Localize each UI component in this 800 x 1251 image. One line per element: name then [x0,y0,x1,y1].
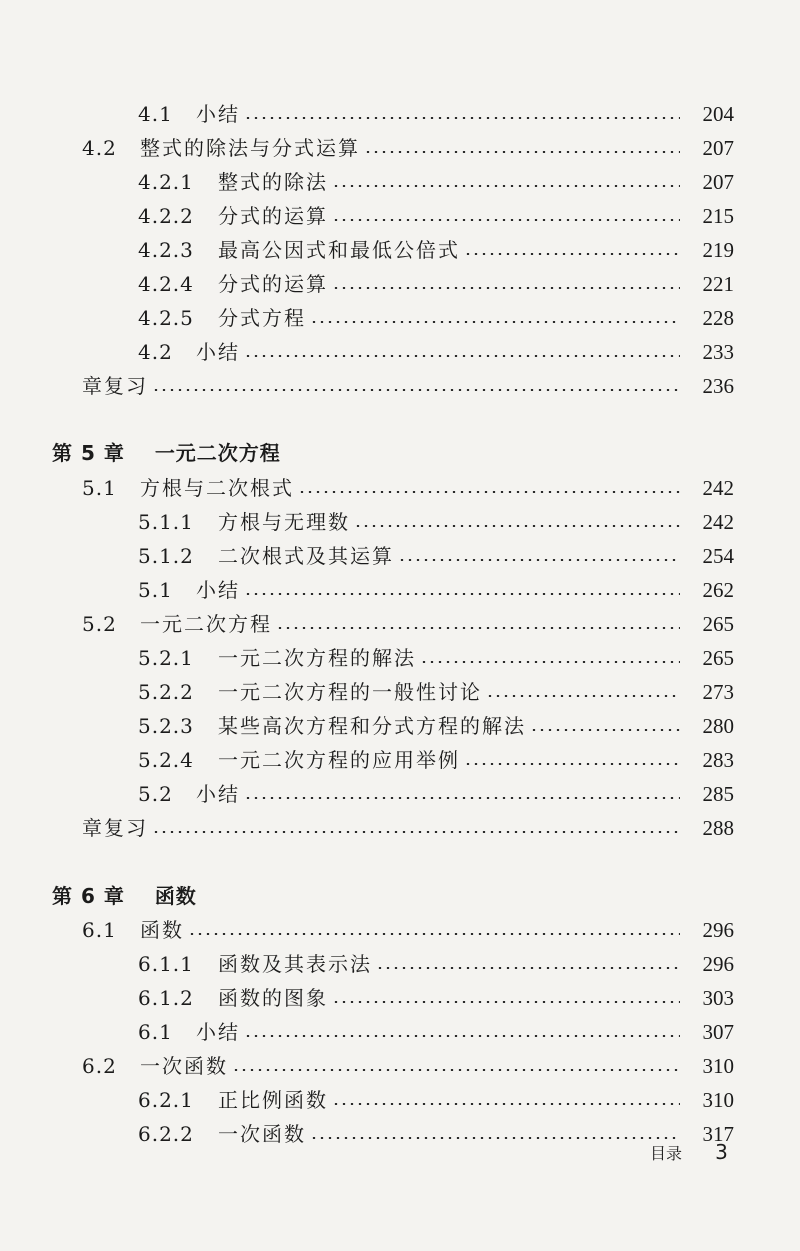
entry-page: 288 [702,816,734,840]
entry-title: 函数 [140,918,184,942]
entry-title: 小结 [196,578,240,602]
entry-title: 正比例函数 [218,1088,328,1112]
toc-entry [138,1117,734,1151]
toc-entry [138,199,734,233]
entry-number: 5.1.2 [138,544,194,568]
leader-dots [354,525,680,527]
toc-entry [138,709,734,743]
entry-number: 4.1 [138,102,173,126]
entry-page: 310 [702,1088,734,1112]
entry-page: 254 [702,544,734,568]
entry-number: 4.2.1 [138,170,194,194]
entry-page: 307 [702,1020,734,1044]
leader-dots [152,831,680,833]
entry-title: 章复习 [82,816,148,840]
entry-number: 6.1.1 [138,952,194,976]
entry-title: 一元二次方程 [140,612,272,636]
entry-number: 5.1.1 [138,510,194,534]
entry-page: 207 [702,170,734,194]
leader-dots [310,1137,680,1139]
leader-dots [244,797,680,799]
entry-page: 310 [702,1054,734,1078]
entry-page: 204 [702,102,734,126]
entry-page: 296 [702,918,734,942]
leader-dots [276,627,680,629]
toc-entry [138,1083,734,1117]
leader-dots [188,933,680,935]
leader-dots [332,1001,680,1003]
footer-label: 目录 [650,1144,683,1163]
toc-entry [138,505,734,539]
entry-title: 小结 [196,340,240,364]
entry-page: 303 [702,986,734,1010]
entry-number: 6.1.2 [138,986,194,1010]
toc-entry-chapter-review [82,811,734,845]
entry-page: 242 [702,510,734,534]
leader-dots [332,287,680,289]
chapter-number: 第 5 章 [52,441,125,465]
entry-title: 一次函数 [218,1122,306,1146]
toc-entry [138,641,734,675]
entry-number: 4.2 [82,136,117,160]
entry-number: 4.2 [138,340,173,364]
toc-entry [138,335,734,369]
toc-entry [82,471,734,505]
entry-page: 280 [702,714,734,738]
entry-page: 285 [702,782,734,806]
entry-page: 262 [702,578,734,602]
entry-page: 296 [702,952,734,976]
chapter-number: 第 6 章 [52,884,125,908]
entry-number: 5.2.2 [138,680,194,704]
leader-dots [332,219,680,221]
toc-entry [138,233,734,267]
entry-number: 5.2.3 [138,714,194,738]
entry-number: 4.2.3 [138,238,194,262]
entry-number: 5.1 [82,476,117,500]
entry-title: 方根与无理数 [218,510,350,534]
entry-title: 分式方程 [218,306,306,330]
entry-title: 一次函数 [140,1054,228,1078]
entry-title: 函数的图象 [218,986,328,1010]
leader-dots [332,185,680,187]
entry-title: 函数及其表示法 [218,952,372,976]
entry-page: 317 [702,1122,734,1146]
entry-number: 5.2 [82,612,117,636]
chapter-heading [52,436,281,470]
entry-title: 某些高次方程和分式方程的解法 [218,714,526,738]
entry-number: 5.1 [138,578,173,602]
entry-title: 二次根式及其运算 [218,544,394,568]
toc-entry [138,947,734,981]
entry-title: 一元二次方程的一般性讨论 [218,680,482,704]
entry-title: 分式的运算 [218,272,328,296]
toc-entry [138,301,734,335]
entry-number: 6.2.2 [138,1122,194,1146]
leader-dots [152,389,680,391]
page-footer [650,1137,728,1167]
toc-entry [138,165,734,199]
entry-number: 5.2.1 [138,646,194,670]
toc-entry [138,97,734,131]
entry-page: 273 [702,680,734,704]
toc-entry [138,743,734,777]
leader-dots [464,763,680,765]
chapter-title: 一元二次方程 [154,441,281,465]
toc-entry [138,777,734,811]
leader-dots [298,491,680,493]
entry-title: 分式的运算 [218,204,328,228]
leader-dots [420,661,680,663]
toc-entry [82,1049,734,1083]
leader-dots [244,1035,680,1037]
chapter-title: 函数 [154,884,197,908]
toc-entry [82,131,734,165]
entry-page: 221 [702,272,734,296]
entry-page: 228 [702,306,734,330]
entry-page: 207 [702,136,734,160]
entry-page: 215 [702,204,734,228]
leader-dots [244,593,680,595]
entry-title: 最高公因式和最低公倍式 [218,238,460,262]
toc-entry [138,267,734,301]
toc-entry [138,539,734,573]
toc-entry [138,675,734,709]
page-number: 3 [715,1140,728,1164]
entry-number: 4.2.2 [138,204,194,228]
toc-entry-chapter-review [82,369,734,403]
entry-title: 一元二次方程的应用举例 [218,748,460,772]
entry-title: 小结 [196,1020,240,1044]
entry-number: 5.2 [138,782,173,806]
entry-number: 5.2.4 [138,748,194,772]
toc-entry [138,573,734,607]
toc-entry [138,1015,734,1049]
leader-dots [310,321,680,323]
leader-dots [486,695,680,697]
entry-page: 233 [702,340,734,364]
entry-title: 整式的除法 [218,170,328,194]
entry-page: 265 [702,612,734,636]
leader-dots [232,1069,680,1071]
chapter-heading [52,879,197,913]
entry-number: 6.1 [82,918,117,942]
entry-title: 一元二次方程的解法 [218,646,416,670]
leader-dots [244,117,680,119]
entry-number: 4.2.4 [138,272,194,296]
entry-number: 4.2.5 [138,306,194,330]
leader-dots [244,355,680,357]
leader-dots [376,967,680,969]
entry-page: 283 [702,748,734,772]
entry-title: 章复习 [82,374,148,398]
entry-number: 6.1 [138,1020,173,1044]
toc-entry [82,913,734,947]
entry-page: 219 [702,238,734,262]
entry-title: 整式的除法与分式运算 [140,136,360,160]
entry-page: 242 [702,476,734,500]
leader-dots [332,1103,680,1105]
entry-number: 6.2.1 [138,1088,194,1112]
leader-dots [364,151,680,153]
entry-page: 236 [702,374,734,398]
leader-dots [530,729,680,731]
toc-entry [82,607,734,641]
entry-title: 方根与二次根式 [140,476,294,500]
leader-dots [398,559,680,561]
entry-title: 小结 [196,102,240,126]
entry-title: 小结 [196,782,240,806]
entry-number: 6.2 [82,1054,117,1078]
leader-dots [464,253,680,255]
toc-entry [138,981,734,1015]
entry-page: 265 [702,646,734,670]
